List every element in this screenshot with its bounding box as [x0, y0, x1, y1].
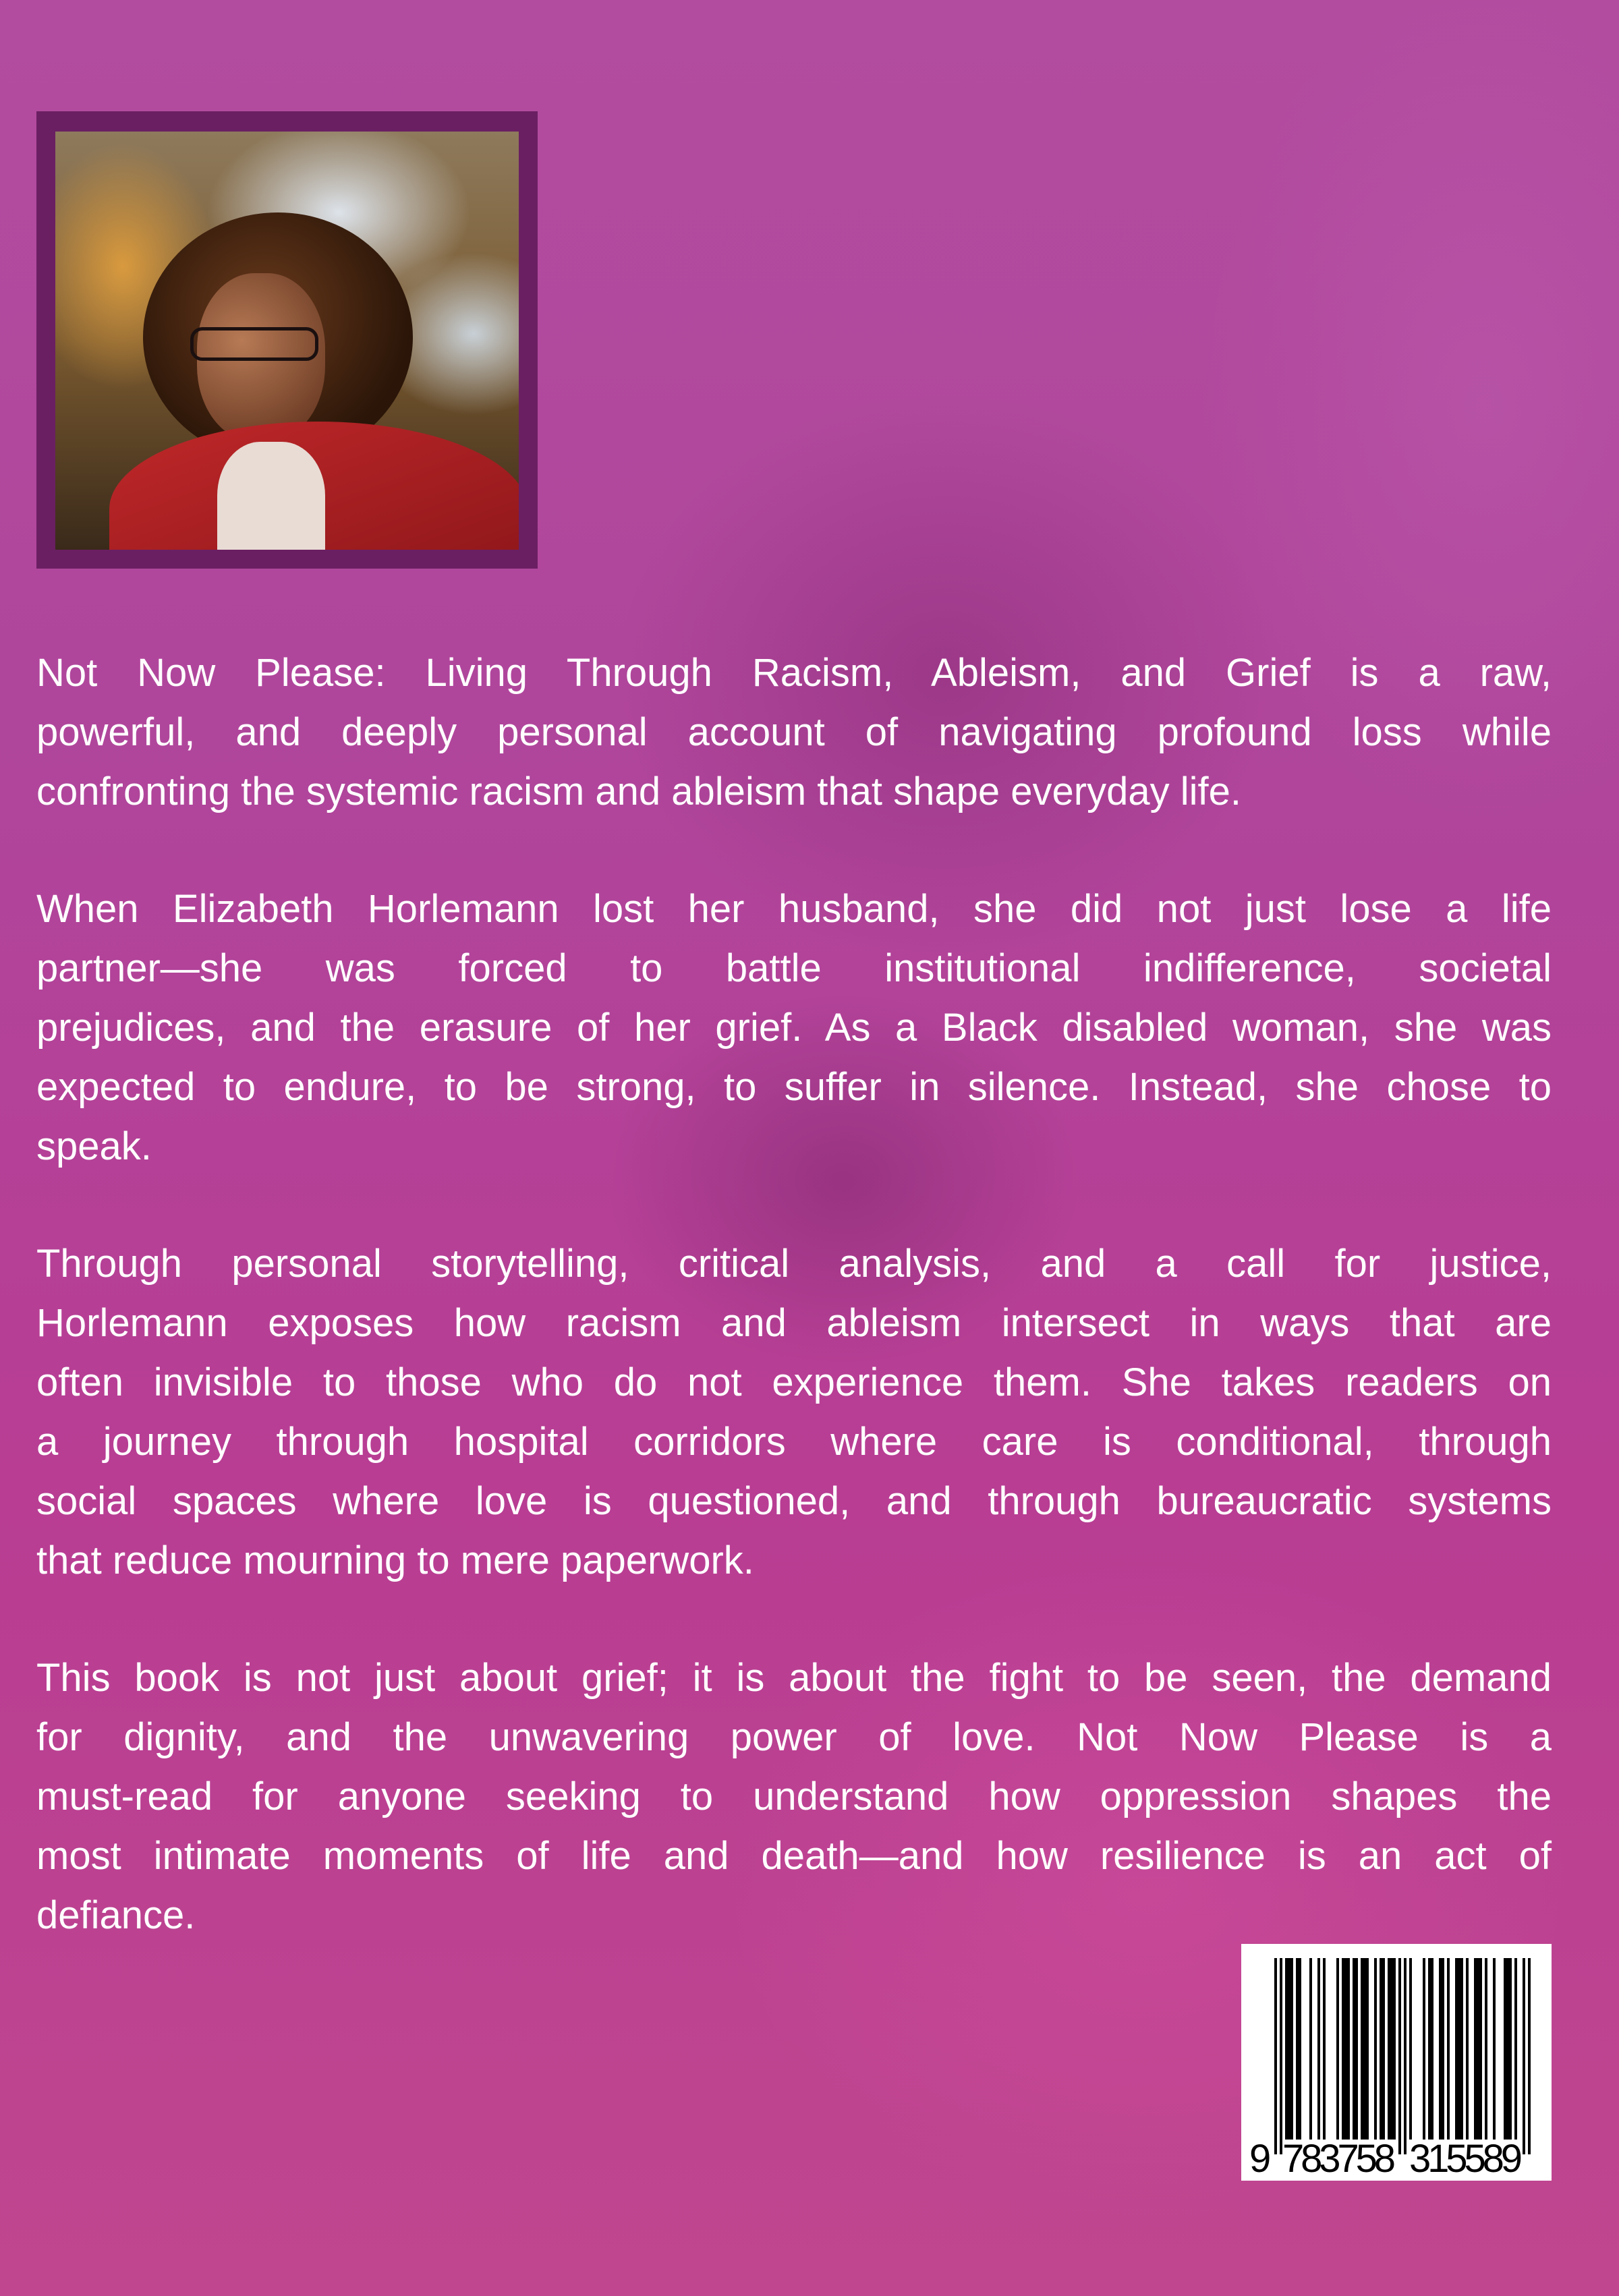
barcode-bar [1342, 1958, 1344, 2140]
barcode-bar [1493, 1958, 1496, 2140]
barcode-bar [1363, 1958, 1366, 2140]
author-photo-frame [36, 111, 538, 569]
barcode-bar [1409, 1958, 1412, 2140]
barcode-bar [1528, 1958, 1531, 2154]
author-photo [55, 132, 519, 550]
barcode-bar [1509, 1958, 1512, 2140]
barcode-digits: 9 [1249, 2137, 1272, 2181]
barcode-bar [1309, 1958, 1312, 2140]
barcode-bar [1479, 1958, 1482, 2140]
barcode-bar [1288, 1958, 1290, 2140]
blurb-line: Horlemann exposes how racism and ableism intersect in ways that are [36, 1301, 1552, 1345]
barcode-bar [1274, 1958, 1277, 2154]
isbn-barcode [1241, 1944, 1552, 2181]
barcode-digits: 315589 [1409, 2137, 1523, 2181]
barcode-bar [1455, 1958, 1458, 2140]
blurb-line: prejudices, and the erasure of her grief. As a Black disabled woman, she was [36, 1006, 1552, 1050]
blurb-line: This book is not just about grief; it is about the fight to be seen, the demand [36, 1656, 1552, 1700]
barcode-bar [1366, 1958, 1369, 2140]
barcode-bar [1344, 1958, 1347, 2140]
barcode-bar [1353, 1958, 1355, 2140]
barcode-bar [1428, 1958, 1431, 2140]
barcode-bar [1514, 1958, 1517, 2140]
barcode-bar [1447, 1958, 1450, 2140]
blurb-line: defiance. [36, 1893, 196, 1937]
barcode-bar [1380, 1958, 1382, 2140]
blurb-line: social spaces where love is questioned, and through bureaucratic systems [36, 1479, 1552, 1523]
barcode-bar [1280, 1958, 1282, 2154]
blurb-line: confronting the systemic racism and ableism that shape everyday life. [36, 770, 1241, 813]
blurb-line: expected to endure, to be strong, to suffer in silence. Instead, she chose to [36, 1065, 1552, 1109]
blurb-line: that reduce mourning to mere paperwork. [36, 1539, 754, 1582]
barcode-bar [1431, 1958, 1433, 2140]
blurb-line: When Elizabeth Horlemann lost her husband, she did not just lose a life [36, 887, 1552, 931]
barcode-bar [1336, 1958, 1339, 2140]
barcode-bar [1474, 1958, 1477, 2140]
photo-glasses [190, 327, 318, 361]
barcode-bar [1361, 1958, 1363, 2140]
barcode-bar [1393, 1958, 1396, 2140]
barcode-bar [1506, 1958, 1509, 2140]
barcode-bar [1485, 1958, 1487, 2140]
barcode-bar [1466, 1958, 1469, 2140]
blurb-line: Not Now Please: Living Through Racism, Ableism, and Grief is a raw, [36, 651, 1552, 695]
barcode-bar [1398, 1958, 1401, 2154]
barcode-bar [1504, 1958, 1506, 2140]
barcode-bar [1458, 1958, 1460, 2140]
barcode-bar [1382, 1958, 1385, 2140]
barcode-bar [1374, 1958, 1377, 2140]
barcode-bar [1299, 1958, 1301, 2140]
blurb-line: speak. [36, 1124, 152, 1168]
barcode-bar [1390, 1958, 1393, 2140]
barcode-bar [1317, 1958, 1320, 2140]
barcode-bar [1290, 1958, 1293, 2140]
blurb-line: Through personal storytelling, critical analysis, and a call for justice, [36, 1242, 1552, 1286]
blurb-line: partner—she was forced to battle institutional indifference, societal [36, 946, 1552, 990]
barcode-bar [1347, 1958, 1350, 2140]
blurb-line: must-read for anyone seeking to understand how oppression shapes the [36, 1775, 1552, 1818]
barcode-bar [1439, 1958, 1442, 2140]
barcode-bar [1323, 1958, 1326, 2140]
blurb-paragraph [36, 643, 1552, 822]
barcode-bar [1442, 1958, 1444, 2140]
barcode-bar [1523, 1958, 1525, 2154]
blurb-line: often invisible to those who do not experience them. She takes readers on [36, 1360, 1552, 1404]
blurb-line: most intimate moments of life and death—and how resilience is an act of [36, 1834, 1552, 1878]
blurb-line: powerful, and deeply personal account of navigating profound loss while [36, 710, 1552, 754]
blurb-paragraph [36, 1648, 1552, 1945]
barcode-bar [1388, 1958, 1390, 2140]
barcode-digits: 783758 [1282, 2137, 1396, 2181]
blurb-paragraph [36, 1234, 1552, 1590]
barcode-bar [1285, 1958, 1288, 2140]
barcode-bar [1355, 1958, 1358, 2140]
barcode-bar [1460, 1958, 1463, 2140]
barcode-bar [1423, 1958, 1425, 2140]
barcode-svg [1241, 1944, 1552, 2181]
back-cover-blurb [36, 643, 1552, 2003]
photo-shirt [217, 442, 325, 550]
barcode-bar [1404, 1958, 1407, 2154]
blurb-line: for dignity, and the unwavering power of love. Not Now Please is a [36, 1715, 1552, 1759]
barcode-bar [1477, 1958, 1479, 2140]
barcode-bar [1296, 1958, 1299, 2140]
blurb-paragraph [36, 880, 1552, 1176]
blurb-line: a journey through hospital corridors where care is conditional, through [36, 1420, 1552, 1464]
